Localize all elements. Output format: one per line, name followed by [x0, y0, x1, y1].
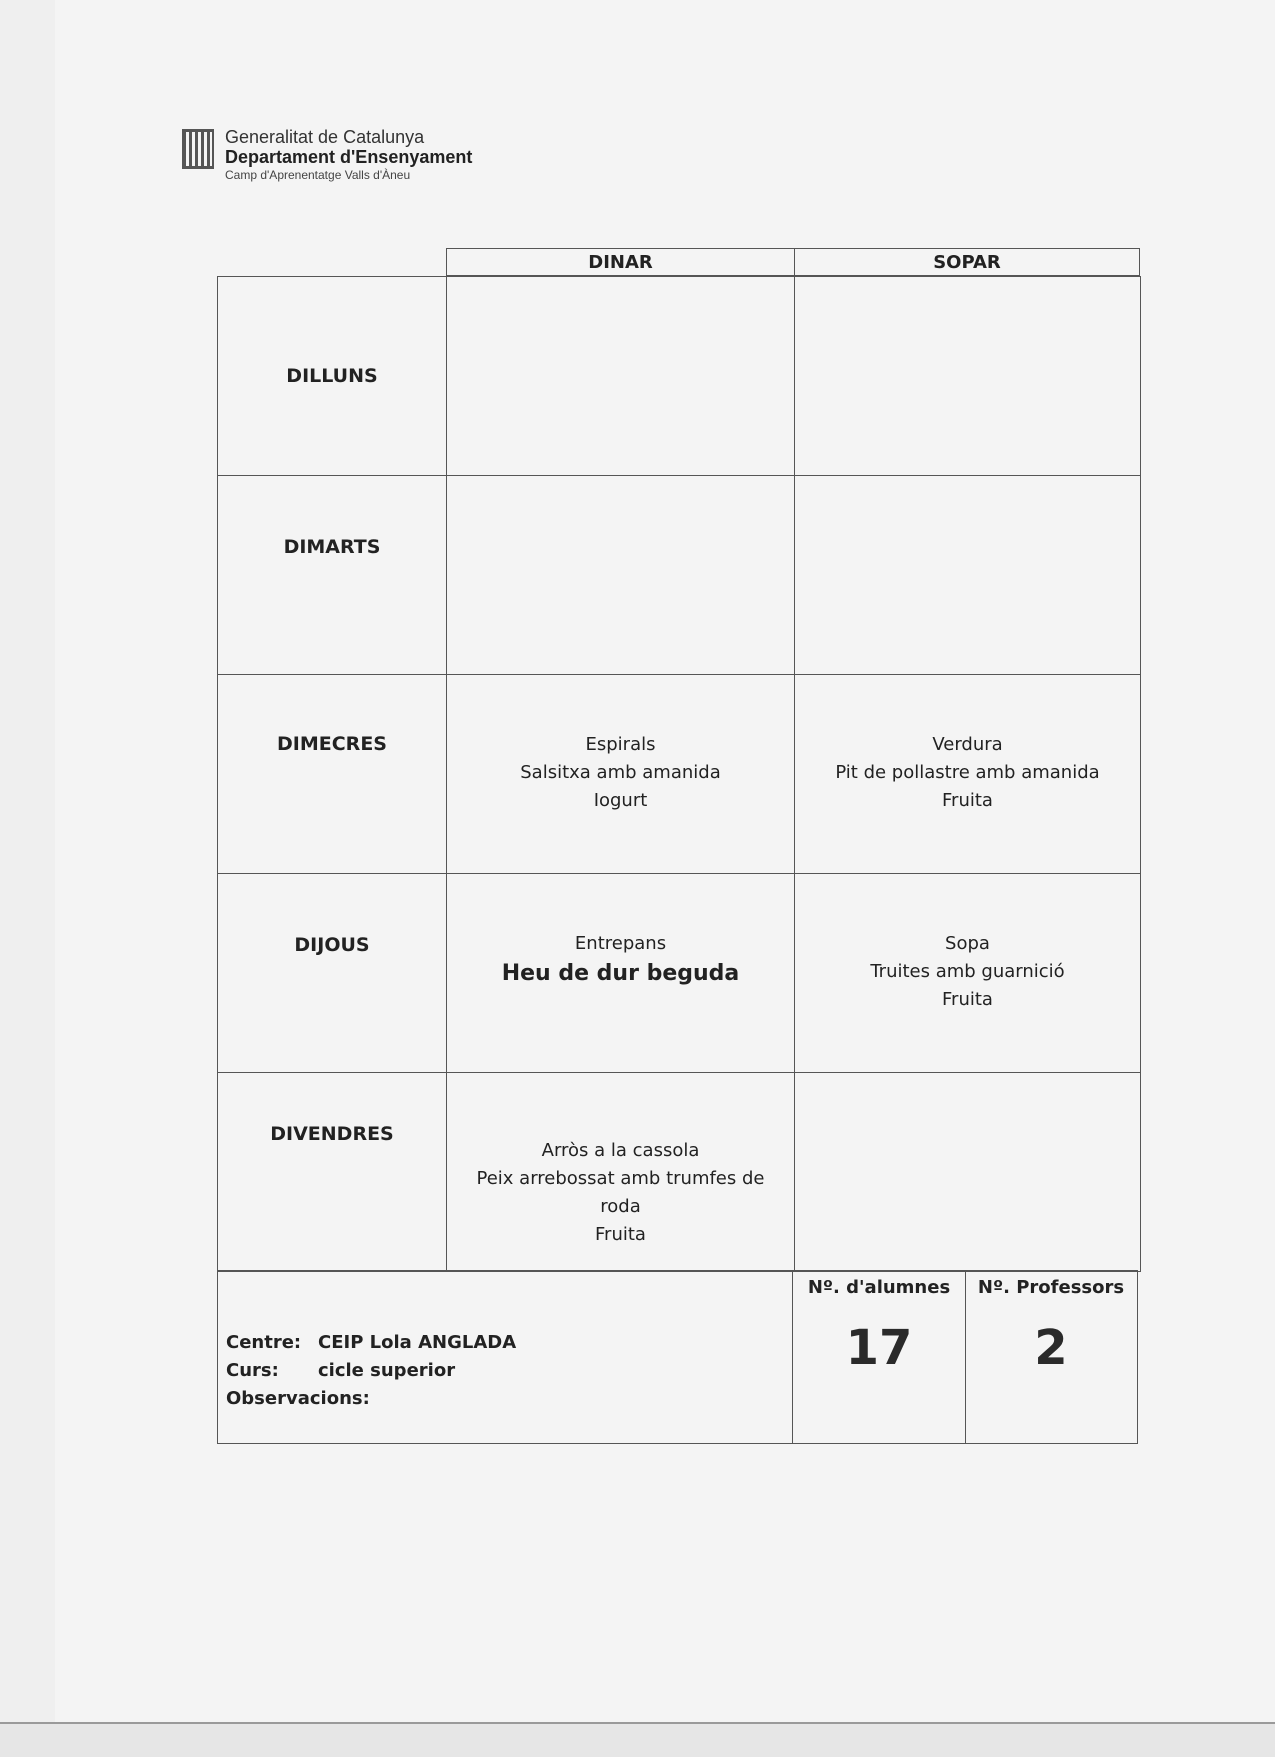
observacions-label: Observacions: [226, 1388, 370, 1409]
institution-name: Generalitat de Catalunya [225, 127, 425, 147]
menu-item: Arròs a la cassola [541, 1140, 700, 1161]
table-row [218, 675, 1141, 874]
day-label: DIMARTS [283, 536, 381, 558]
dinar-cell [447, 675, 795, 874]
professors-value: 2 [1034, 1320, 1068, 1376]
professors-box [965, 1271, 1136, 1443]
menu-item: Fruita [942, 989, 993, 1010]
sopar-cell [795, 675, 1141, 874]
menu-note: Heu de dur beguda [501, 961, 740, 986]
footer-box [217, 1270, 1138, 1444]
day-label: DIVENDRES [270, 1123, 394, 1145]
day-cell [218, 874, 447, 1073]
dinar-cell [447, 874, 795, 1073]
day-cell [218, 476, 447, 675]
menu-table [217, 276, 1141, 1272]
menu-item: Pit de pollastre amb amanida [835, 762, 1100, 783]
column-header-sopar: SOPAR [794, 248, 1140, 276]
sopar-cell [795, 1073, 1141, 1272]
scan-margin [0, 0, 55, 1722]
centre-label: Centre: [226, 1332, 302, 1353]
alumnes-box [792, 1271, 965, 1443]
menu-item: Salsitxa amb amanida [520, 762, 721, 783]
menu-item: Fruita [942, 790, 993, 811]
menu-item: Peix arrebossat amb trumfes de roda [476, 1168, 765, 1217]
table-row [218, 874, 1141, 1073]
menu-item: Verdura [932, 734, 1003, 755]
table-row [218, 476, 1141, 675]
table-row [218, 277, 1141, 476]
sopar-cell [795, 277, 1141, 476]
centre-value: CEIP Lola ANGLADA [318, 1332, 517, 1353]
menu-item: Espirals [585, 734, 656, 755]
alumnes-value: 17 [845, 1320, 913, 1376]
dinar-cell [447, 277, 795, 476]
menu-item: Iogurt [593, 790, 648, 811]
table-row [218, 1073, 1141, 1272]
curs-value: cicle superior [318, 1360, 456, 1381]
day-label: DIJOUS [294, 934, 370, 956]
day-cell [218, 1073, 447, 1272]
professors-label: Nº. Professors [977, 1277, 1125, 1298]
menu-item: Fruita [595, 1224, 646, 1245]
dinar-cell [447, 476, 795, 675]
day-label: DILLUNS [286, 365, 378, 387]
scan-bottom-edge [0, 1722, 1275, 1757]
dinar-cell [447, 1073, 795, 1272]
centre-subtitle: Camp d'Aprenentatge Valls d'Àneu [225, 168, 411, 182]
menu-item: Entrepans [574, 933, 667, 954]
day-cell [218, 277, 447, 476]
sopar-cell [795, 476, 1141, 675]
menu-item: Sopa [945, 933, 990, 954]
curs-label: Curs: [226, 1360, 279, 1381]
sopar-cell [795, 874, 1141, 1073]
day-label: DIMECRES [277, 733, 387, 755]
day-cell [218, 675, 447, 874]
department-name: Departament d'Ensenyament [225, 147, 473, 167]
column-header-dinar: DINAR [446, 248, 795, 276]
alumnes-label: Nº. d'alumnes [807, 1277, 951, 1298]
centre-info [226, 1329, 516, 1413]
generalitat-stripes-logo-icon [182, 129, 214, 169]
menu-item: Truites amb guarnició [870, 961, 1065, 982]
